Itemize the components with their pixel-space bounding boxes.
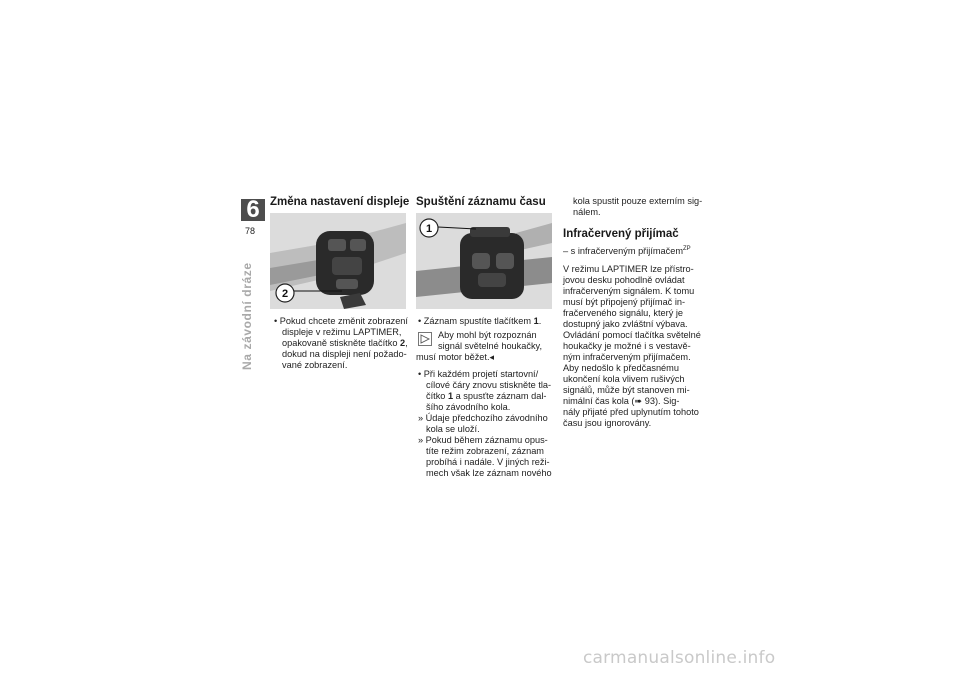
infrared-text-line: Aby nedošlo k předčasnému (563, 363, 679, 373)
chapter-side-title: Na závodní dráze (240, 262, 254, 370)
infrared-text-line: musí být připojený přijímač in- (563, 297, 686, 307)
infrared-text-line: signálů, může být stanoven mi- (563, 385, 690, 395)
handlebar-photo-right (416, 213, 552, 309)
callout-2: 2 (281, 288, 289, 300)
infrared-description (563, 264, 703, 429)
infrared-option: – s infračerveným přijímačem$^{ZP}$ (563, 246, 691, 257)
infrared-text-line: dostupný jako zvláštní výbava. (563, 319, 688, 329)
timing-continuation: kola spustit pouze externím sig- nálem. (573, 196, 703, 217)
infrared-text-line: nály přijaté před uplynutím tohoto (563, 407, 699, 417)
handlebar-photo-left (270, 213, 406, 309)
infrared-text-line: ukončení kola vlivem rušivých (563, 374, 685, 384)
chapter-number: 6 (241, 199, 265, 221)
section-heading-infrared: Infračervený přijímač (563, 228, 679, 240)
infrared-text-line: houkačky je možné i s vestavě- (563, 341, 691, 351)
infrared-text-line: fračerveného signálu, který je (563, 308, 684, 318)
section-heading-timing: Spuštění záznamu času (416, 196, 546, 208)
timing-instructions: • Záznam spustíte tlačítkem 1. Aby mohl být rozpoznán signál světelné houkačky, musí motor běžet.◂ • Při každém projetí startovní/ cílové čáry znovu stiskněte tla- čítko 1 a spusťte záznam dal- šího závodního kola. » Údaje předchozího závodního kola se uloží. » Pokud během záznamu opus- títe režim zobrazení, záznam probíhá i nadále. V jiných reži- mech však lze záznam nového (416, 316, 552, 478)
section-heading-display: Změna nastavení displeje (270, 196, 410, 208)
infrared-text-line: Ovládání pomocí tlačítka světelné (563, 330, 701, 340)
page-number: 78 (245, 226, 256, 236)
watermark: carmanualsonline.info (583, 648, 776, 668)
infrared-text-line: nimální čas kola (➠ 93). Sig- (563, 396, 680, 406)
infrared-text-line: jovou desku pohodlně ovládat (563, 275, 685, 285)
infrared-text-line: V režimu LAPTIMER lze přístro- (563, 264, 694, 274)
notice-icon (418, 332, 432, 346)
infrared-text-line: infračerveným signálem. K tomu (563, 286, 695, 296)
callout-1: 1 (425, 223, 433, 235)
display-instructions: • Pokud chcete změnit zobrazení displeje v režimu LAPTIMER, opakovaně stiskněte tlačítko 2, dokud na displeji není požado- vané zobrazení. (274, 316, 408, 370)
infrared-text-line: ným infračerveným přijímačem. (563, 352, 691, 362)
infrared-text-line: času jsou ignorovány. (563, 418, 652, 428)
